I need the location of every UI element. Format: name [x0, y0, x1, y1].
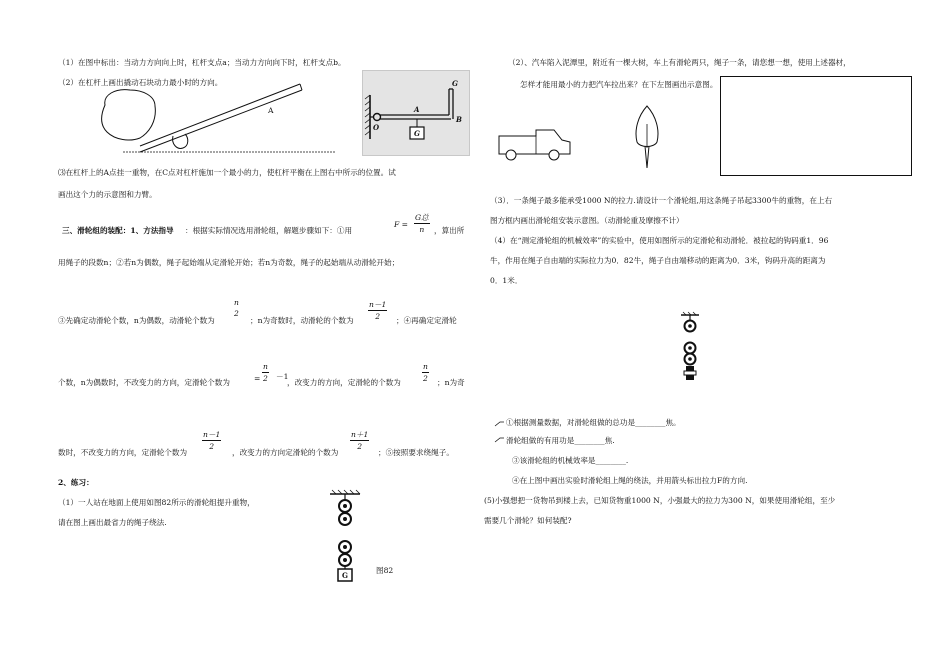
crank-label-g: G: [452, 79, 458, 88]
rock-shape: [102, 90, 156, 140]
section3-heading: 三、滑轮组的装配：1、方法指导: [62, 226, 174, 235]
q1-part3-line2: 画出这个力的示意图和力臂。: [58, 190, 157, 199]
section3-line3b: ；n为奇数时，动滑轮的个数为: [250, 316, 354, 325]
q4-answer3: ③该滑轮组的机械效率是________.: [512, 456, 629, 465]
frac-n-over-2-a: n 2: [234, 298, 239, 318]
q4-answer2: 滑轮组做的有用功是________焦.: [506, 436, 615, 445]
practice1-line1: （1）一人站在地面上使用如图82所示的滑轮组提升重物，: [58, 498, 255, 507]
pulley-figure-82: [328, 490, 362, 582]
crank-lever-figure: [362, 70, 470, 156]
q3-line1: （3）．一条绳子最多能承受1000 N的拉力.请设计一个滑轮组,用这条绳子吊起3300牛的重物，在上右: [490, 196, 833, 205]
section3-line1: ：根据实际情况选用滑轮组，解题步骤如下：①用: [185, 226, 353, 235]
crank-label-b: B: [456, 115, 462, 124]
eq-sign: =: [254, 374, 261, 383]
q4-line3: 0．1米．: [490, 276, 523, 285]
answer-box: [720, 76, 912, 176]
lever-label-a: A: [268, 106, 274, 115]
bracket-marks: [494, 420, 506, 444]
crank-label-a: A: [414, 105, 420, 114]
q4-line2: 牛，作用在绳子自由端的实际拉力为0．82牛，绳子自由端移动的距离为0．3米，钩码升高的距离为: [490, 256, 826, 265]
q4-line1: （4）在“测定滑轮组的机械效率”的实验中，使用如图所示的定滑轮和动滑轮．被拉起的钩码重1．96: [490, 236, 829, 245]
q5-line1: (5)小强想把一货物吊到楼上去，已知货物重1000 N，小强最大的拉力为300 N，如果使用滑轮组，至少: [484, 496, 836, 505]
q4-answer4: ④在上图中画出实验时滑轮组上绳的绕法，并用箭头标出拉力F的方向.: [512, 476, 748, 485]
q3-line2: 图方框内画出滑轮组安装示意图。（动滑轮重及摩擦不计）: [490, 216, 684, 225]
section3-line1-tail: ，算出所: [434, 226, 465, 235]
section3-line4c: ；n为奇: [437, 378, 465, 387]
fig82-weight-label: G: [342, 571, 348, 580]
section3-line5a: 数时，不改变力的方向，定滑轮个数为: [58, 448, 188, 457]
q4-answer1: ①根据测量数据，对滑轮组做的总功是________焦。: [506, 418, 681, 427]
section3-line4b: ，改变力的方向，定滑轮的个数为: [287, 378, 401, 387]
tree-drawing: [632, 104, 662, 170]
crank-label-g-weight: G: [414, 129, 420, 138]
lever-rock-figure: [95, 80, 305, 155]
section3-line4a: 个数，n为偶数时，不改变力的方向，定滑轮个数为: [58, 378, 230, 387]
q1-part2: （2）在杠杆上画出撬动石块动力最小时的方向。: [58, 78, 223, 87]
section3-line2: 用绳子的段数n；②若n为偶数，绳子起始端从定滑轮开始；若n为奇数，绳子的起始端从动滑轮开始；: [58, 258, 400, 267]
formula-fraction: G总 n: [415, 213, 429, 234]
frac-n-minus-1-b: $\frac{n-1}{2}$: [203, 430, 221, 451]
formula-f: F =: [394, 220, 409, 229]
practice1-line2: 请在图上画出最省力的绳子绕法.: [58, 518, 167, 527]
frac-n-minus-1-a: $\frac{n-1}{2}$: [369, 300, 387, 321]
section3-line3c: ；④再确定定滑轮: [396, 316, 457, 325]
q2-line1: （2）、汽车陷入泥潭里，附近有一棵大树，车上有滑轮两只，绳子一条，请您想一想，使用上述器材，: [508, 58, 851, 67]
pulley-experiment: [679, 312, 701, 382]
practice-heading: 2、练习：: [58, 478, 94, 487]
fig82-caption: 图82: [376, 566, 394, 575]
frac-n-plus-1: $\frac{n+1}{2}$: [351, 430, 369, 451]
minus-one: －1: [276, 372, 289, 381]
car-drawing: [496, 128, 576, 164]
q2-line2: 怎样才能用最小的力把汽车拉出来？在下左图画出示意图。: [520, 80, 718, 89]
frac-n-over-2-c: $\frac{n}{2}$: [423, 362, 428, 383]
section3-line5c: ；⑤按照要求绕绳子。: [378, 448, 454, 457]
q1-part1: （1）在图中标出：当动力方向向上时，杠杆支点a；当动力方向向下时，杠杆支点b。: [58, 58, 346, 67]
frac-n-over-2-b: $\frac{n}{2}$: [263, 362, 268, 383]
section3-line5b: ，改变力的方向定滑轮的个数为: [232, 448, 339, 457]
crank-label-o: O: [373, 123, 380, 132]
section3-line3a: ③先确定动滑轮个数，n为偶数，动滑轮个数为: [58, 316, 215, 325]
q5-line2: 需要几个滑轮？如何装配?: [484, 516, 572, 525]
q1-part3-line1: ⑶在杠杆上的A点挂一重物，在C点对杠杆施加一个最小的力，使杠杆平衡在上图右中所示的位置。试: [58, 168, 396, 177]
